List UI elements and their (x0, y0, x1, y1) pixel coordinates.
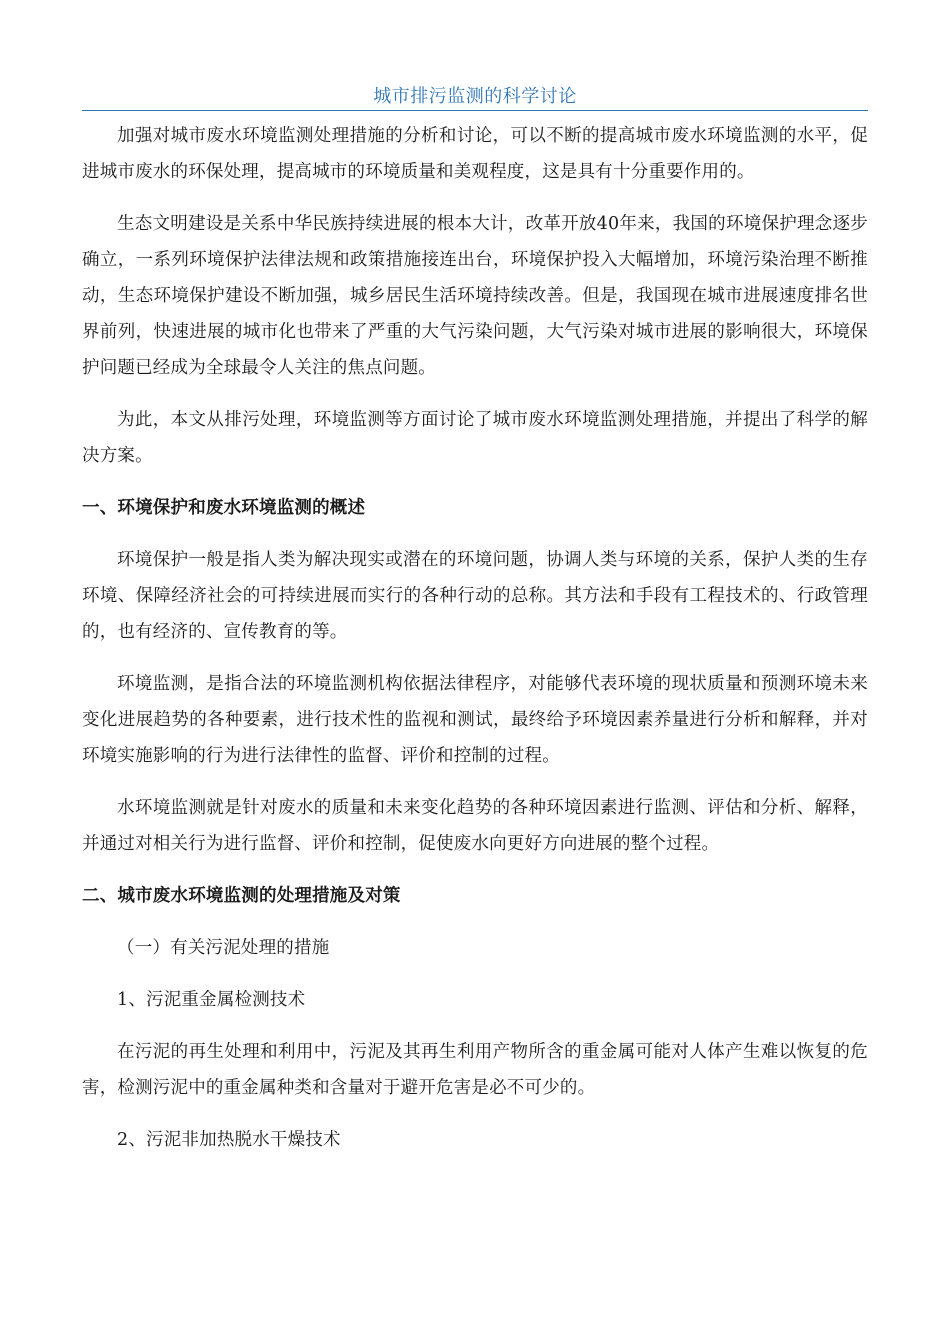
page-header (82, 80, 868, 111)
paragraph-water-monitoring: 水环境监测就是针对废水的质量和未来变化趋势的各种环境因素进行监测、评估和分析、解释，并通过对相关行为进行监督、评价和控制，促使废水向更好方向进展的整个过程。 (82, 798, 868, 854)
header-title: 城市排污监测的科学讨论 (373, 86, 577, 107)
section-heading-1: 一、环境保护和废水环境监测的概述 (82, 498, 366, 518)
paragraph-purpose: 为此，本文从排污处理，环境监测等方面讨论了城市废水环境监测处理措施，并提出了科学的解决方案。 (82, 410, 868, 466)
paragraph-environmental-protection: 环境保护一般是指人类为解决现实或潜在的环境问题，协调人类与环境的关系，保护人类的生存环境、保障经济社会的可持续进展而实行的各种行动的总称。其方法和手段有工程技术的、行政管理的，也有经济的、宣传教育的等。 (82, 550, 868, 642)
paragraph-ecological-civilization: 生态文明建设是关系中华民族持续进展的根本大计，改革开放40年来，我国的环境保护理念逐步确立，一系列环境保护法律法规和政策措施接连出台，环境保护投入大幅增加，环境污染治理不断推动，生态环境保护建设不断加强，城乡居民生活环境持续改善。但是，我国现在城市进展速度排名世界前列，快速进展的城市化也带来了严重的大气污染问题，大气污染对城市进展的影响很大，环境保护问题已经成为全球最令人关注的焦点问题。 (82, 214, 868, 378)
paragraph-intro: 加强对城市废水环境监测处理措施的分析和讨论，可以不断的提高城市废水环境监测的水平，促进城市废水的环保处理，提高城市的环境质量和美观程度，这是具有十分重要作用的。 (82, 126, 868, 182)
document-body (82, 118, 868, 1174)
item-heading-dewatering: 2、污泥非加热脱水干燥技术 (117, 1130, 341, 1150)
paragraph-environmental-monitoring: 环境监测，是指合法的环境监测机构依据法律程序，对能够代表环境的现状质量和预测环境未来变化进展趋势的各种要素，进行技术性的监视和测试，最终给予环境因素养量进行分析和解释，并对环境实施影响的行为进行法律性的监督、评价和控制的过程。 (82, 674, 868, 766)
section-heading-2: 二、城市废水环境监测的处理措施及对策 (82, 886, 401, 906)
subsection-heading-sludge: （一）有关污泥处理的措施 (117, 938, 330, 958)
paragraph-heavy-metal: 在污泥的再生处理和利用中，污泥及其再生利用产物所含的重金属可能对人体产生难以恢复的危害，检测污泥中的重金属种类和含量对于避开危害是必不可少的。 (82, 1042, 868, 1098)
item-heading-heavy-metal: 1、污泥重金属检测技术 (117, 990, 306, 1010)
